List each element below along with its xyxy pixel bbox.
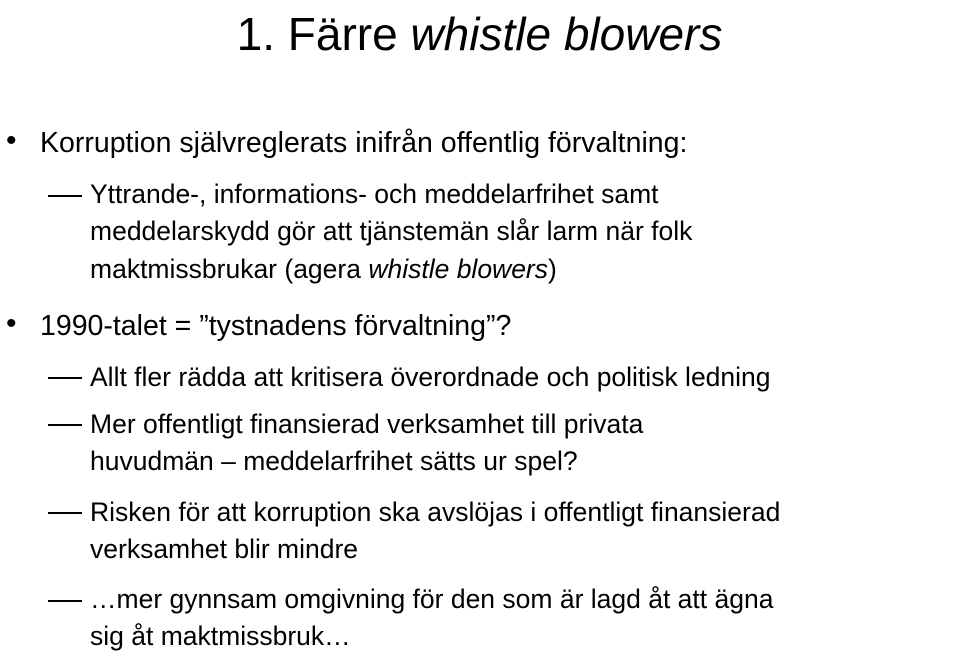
bullet-text: 1990-talet = ”tystnadens förvaltning”? [40,310,512,342]
title-emphasis: whistle blowers [410,8,723,60]
subitem-text: ) [548,254,557,284]
bullet-marker: • [6,307,17,340]
subitem-line [90,251,958,288]
dash-marker [48,377,82,379]
title-prefix: 1. Färre [236,8,411,60]
subitem-line: huvudmän – meddelarfrihet sätts ur spel? [90,446,578,476]
dash-marker [48,512,82,514]
bullet-text: Korruption självreglerats inifrån offentlig förvaltning: [40,127,688,159]
subitem-line: Allt fler rädda att kritisera överordnade och politisk ledning [90,362,771,392]
dash-marker [48,195,82,197]
subitem-line: Yttrande-, informations- och meddelarfrihet samt [90,179,659,209]
bullet-marker: • [6,124,17,157]
subitem-line: meddelarskydd gör att tjänstemän slår larm när folk [90,216,693,246]
subitem-text: maktmissbrukar (agera [90,254,369,284]
subitem-line: …mer gynnsam omgivning för den som är lagd åt att ägna [90,584,774,614]
dash-marker [48,600,82,602]
dash-marker [48,424,82,426]
subitem-line: Risken för att korruption ska avslöjas i offentligt finansierad [90,497,781,527]
subitem-line: sig åt maktmissbruk… [90,621,351,651]
subitem-line: Mer offentligt finansierad verksamhet till privata [90,409,644,439]
subitem-line: verksamhet blir mindre [90,534,359,564]
slide-title [0,6,959,62]
subitem-emphasis: whistle blowers [368,254,549,284]
